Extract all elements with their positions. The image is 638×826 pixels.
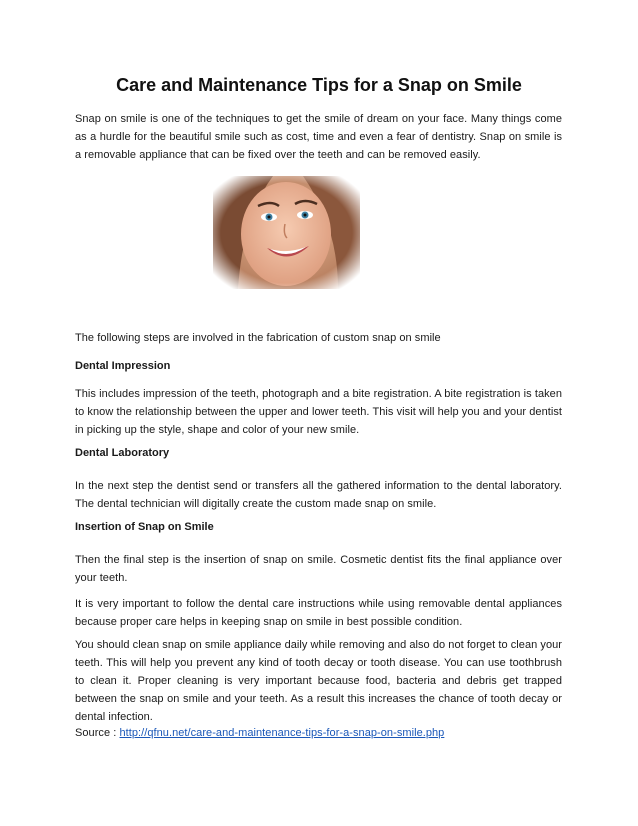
heading-dental-laboratory: Dental Laboratory [75,447,170,459]
source-link[interactable]: http://qfnu.net/care-and-maintenance-tips-for-a-snap-on-smile.php [119,727,445,739]
cleaning-paragraph: You should clean snap on smile appliance daily while removing and also do not forget to clean your teeth. This will help you prevent any kind of tooth decay or tooth disease. You can use toothbrush to clean it. Proper cleaning is very important because food, bacteria and debris get trapped between the snap on smile and your teeth. As a result this increases the chance of tooth decay or dental infection. [75,639,562,723]
dental-impression-paragraph: This includes impression of the teeth, photograph and a bite registration. A bite registration is taken to know the relationship between the upper and lower teeth. This visit will help you and your dentist in picking up the style, shape and color of your new smile. [75,388,562,436]
heading-dental-impression: Dental Impression [75,360,171,372]
important-paragraph: It is very important to follow the dental care instructions while using removable dental appliances because proper care helps in keeping snap on smile in best possible condition. [75,598,562,628]
insertion-paragraph: Then the final step is the insertion of snap on smile. Cosmetic dentist fits the final appliance over your teeth. [75,554,562,584]
steps-intro: The following steps are involved in the fabrication of custom snap on smile [75,332,441,344]
page-title: Care and Maintenance Tips for a Snap on Smile [116,75,522,95]
heading-insertion: Insertion of Snap on Smile [75,521,214,533]
source-label: Source : [75,727,120,739]
dental-laboratory-paragraph: In the next step the dentist send or transfers all the gathered information to the dental laboratory. The dental technician will digitally create the custom made snap on smile. [75,480,562,510]
smiling-woman-photo [213,176,360,289]
source-line [75,724,562,742]
intro-paragraph: Snap on smile is one of the techniques to get the smile of dream on your face. Many things come as a hurdle for the beautiful smile such as cost, time and even a fear of dentistry. Snap on smile is a removable appliance that can be fixed over the teeth and can be removed easily. [75,113,562,161]
